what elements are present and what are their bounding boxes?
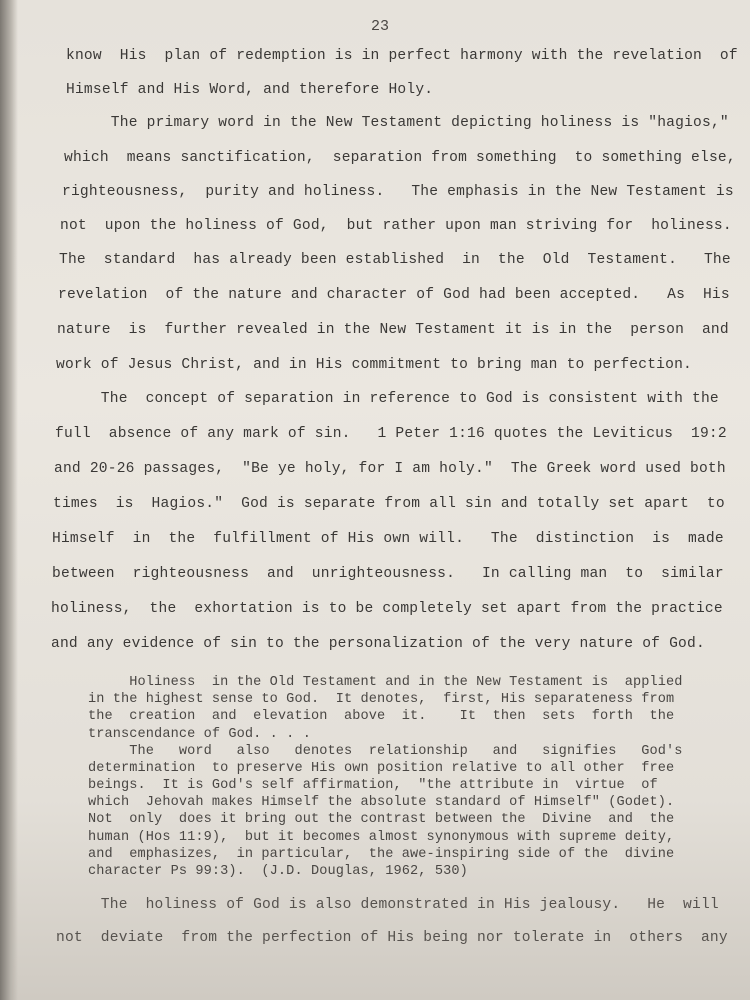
block-quote-line: The word also denotes relationship and signifies God's — [88, 744, 683, 759]
binding-shadow — [0, 0, 18, 1000]
body-line: The standard has already been established in the Old Testament. The — [59, 252, 731, 268]
block-quote-line: Holiness in the Old Testament and in the New Testament is applied — [88, 675, 683, 690]
body-line: righteousness, purity and holiness. The emphasis in the New Testament is — [62, 184, 734, 200]
block-quote-line: and emphasizes, in particular, the awe-inspiring side of the divine — [88, 847, 675, 862]
body-line: work of Jesus Christ, and in His commitment to bring man to perfection. — [56, 357, 692, 373]
body-line: nature is further revealed in the New Testament it is in the person and — [57, 322, 729, 338]
block-quote-line: human (Hos 11:9), but it becomes almost synonymous with supreme deity, — [88, 830, 675, 845]
body-line: Himself in the fulfillment of His own will. The distinction is made — [52, 531, 724, 547]
body-line: revelation of the nature and character of God had been accepted. As His — [58, 287, 730, 303]
block-quote-line: in the highest sense to God. It denotes, first, His separateness from — [88, 692, 675, 707]
body-line: times is Hagios." God is separate from all sin and totally set apart to — [53, 496, 725, 512]
body-line: The primary word in the New Testament depicting holiness is "hagios," — [66, 115, 729, 131]
body-line: not deviate from the perfection of His being nor tolerate in others any — [56, 930, 728, 946]
page-number: 23 — [370, 18, 389, 35]
body-line: between righteousness and unrighteousness. In calling man to similar — [52, 566, 724, 582]
body-line: and any evidence of sin to the personalization of the very nature of God. — [51, 636, 705, 652]
body-line: which means sanctification, separation from something to something else, — [64, 150, 736, 166]
body-line: full absence of any mark of sin. 1 Peter 1:16 quotes the Leviticus 19:2 — [55, 426, 727, 442]
block-quote-line: character Ps 99:3). (J.D. Douglas, 1962, 530) — [88, 864, 468, 879]
block-quote-line: the creation and elevation above it. It then sets forth the — [88, 709, 675, 724]
body-line: not upon the holiness of God, but rather upon man striving for holiness. — [60, 218, 732, 234]
body-line: Himself and His Word, and therefore Holy. — [66, 82, 434, 98]
block-quote-line: transcendance of God. . . . — [88, 727, 311, 742]
body-line: The holiness of God is also demonstrated in His jealousy. He will — [56, 897, 719, 913]
body-line: holiness, the exhortation is to be completely set apart from the practice — [51, 601, 723, 617]
body-line: The concept of separation in reference to God is consistent with the — [56, 391, 719, 407]
block-quote-line: which Jehovah makes Himself the absolute standard of Himself" (Godet). — [88, 795, 675, 810]
block-quote-line: determination to preserve His own position relative to all other free — [88, 761, 675, 776]
body-line: and 20-26 passages, "Be ye holy, for I am holy." The Greek word used both — [54, 461, 726, 477]
body-line: know His plan of redemption is in perfect harmony with the revelation of — [66, 48, 738, 64]
block-quote-line: beings. It is God's self affirmation, "the attribute in virtue of — [88, 778, 658, 793]
block-quote-line: Not only does it bring out the contrast between the Divine and the — [88, 812, 675, 827]
